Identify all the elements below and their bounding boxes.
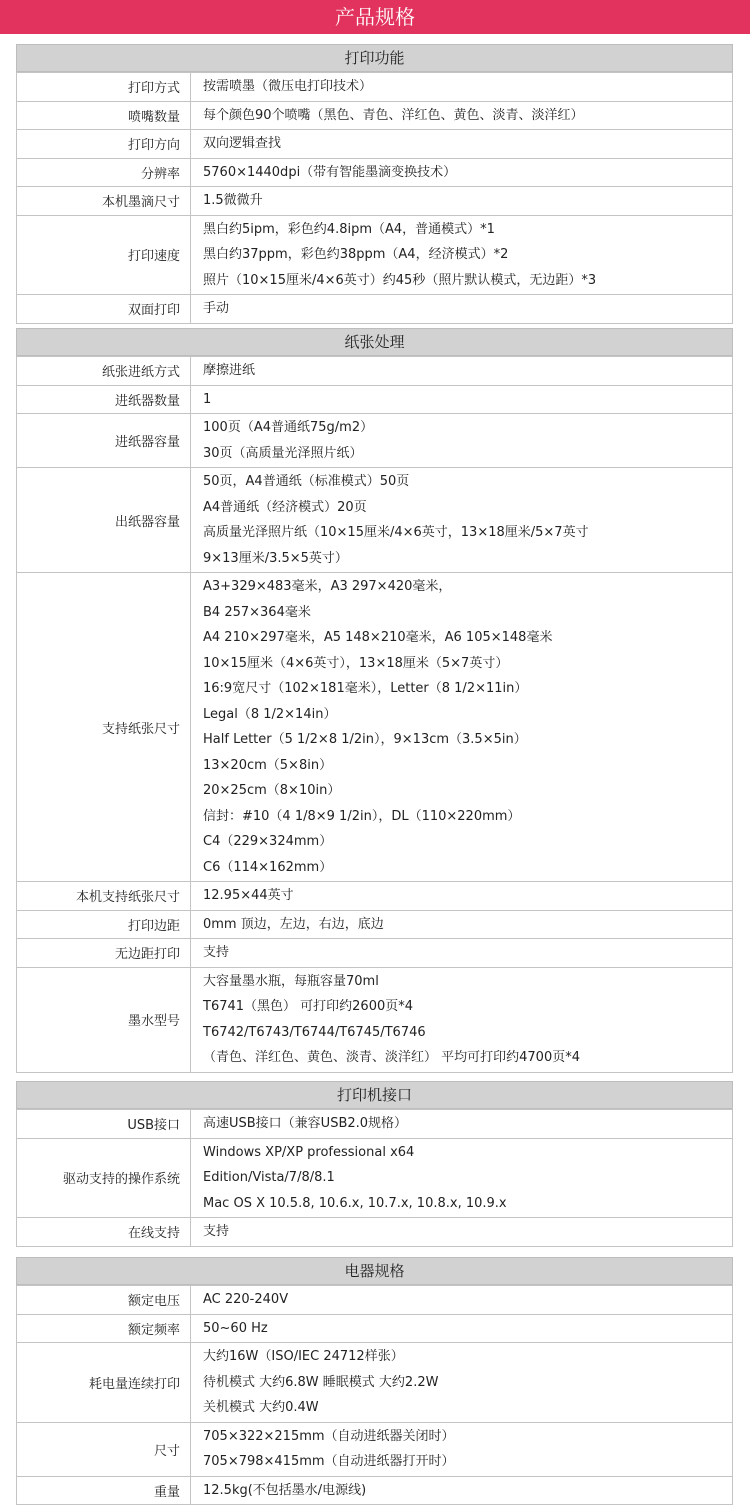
spec-value-line: B4 257×364毫米 [203,604,311,620]
spec-value [191,468,733,573]
spec-value-line: 9×13厘米/3.5×5英寸） [203,550,348,566]
spec-label: 重量 [17,1476,191,1505]
spec-row [17,101,733,130]
spec-value-line: 1.5微微升 [203,193,263,208]
spec-row [17,385,733,414]
spec-value-line: 1 [203,391,212,407]
spec-row [17,573,733,882]
spec-value-line: C6（114×162mm） [203,859,333,875]
spec-value-line: 信封：#10（4 1/8×9 1/2in），DL（110×220mm） [203,808,521,824]
spec-row [17,468,733,573]
spec-value [191,158,733,187]
spec-label: 打印边距 [17,910,191,939]
spec-label: 本机支持纸张尺寸 [17,882,191,911]
spec-row [17,1218,733,1247]
spec-value [191,573,733,882]
spec-value-line: Edition/Vista/7/8/8.1 [203,1170,335,1185]
spec-label: 驱动支持的操作系统 [17,1138,191,1218]
spec-label: 支持纸张尺寸 [17,573,191,882]
spec-label: 尺寸 [17,1422,191,1476]
spec-label: 墨水型号 [17,967,191,1072]
spec-value-line: （青色、洋红色、黄色、淡青、淡洋红） 平均可打印约4700页*4 [203,1050,580,1065]
spec-value-line: C4（229×324mm） [203,834,333,849]
spec-row [17,1343,733,1423]
section-heading: 打印功能 [16,44,733,72]
spec-value [191,1110,733,1139]
spec-label: 在线支持 [17,1218,191,1247]
spec-row [17,215,733,295]
spec-table [16,1109,733,1247]
spec-value [191,295,733,324]
spec-value-line: 12.5kg(不包括墨水/电源线) [203,1482,367,1498]
spec-row [17,1476,733,1505]
spec-value [191,1218,733,1247]
spec-label: 额定频率 [17,1314,191,1343]
spec-value [191,1314,733,1343]
spec-label: 额定电压 [17,1286,191,1315]
spec-row [17,1110,733,1139]
spec-value-line: 5760×1440dpi（带有智能墨滴变换技术） [203,164,457,180]
spec-value-line: 705×798×415mm（自动进纸器打开时） [203,1454,455,1469]
spec-label: 耗电量连续打印 [17,1343,191,1423]
spec-value-line: A4普通纸（经济模式）20页 [203,499,367,515]
section-print-function [16,44,733,324]
spec-value-line: 黑白约37ppm，彩色约38ppm（A4，经济模式）*2 [203,247,509,262]
spec-value-line: 支持 [203,945,230,960]
section-heading: 电器规格 [16,1257,733,1285]
spec-row [17,295,733,324]
spec-label: 打印速度 [17,215,191,295]
spec-value-line: 100页（A4普通纸75g/m2） [203,420,374,435]
spec-value [191,414,733,468]
spec-label: 纸张进纸方式 [17,357,191,386]
spec-value-line: 50~60 Hz [203,1320,268,1336]
spec-value [191,187,733,216]
spec-row [17,414,733,468]
spec-value-line: A3+329×483毫米，A3 297×420毫米， [203,579,452,594]
spec-value-line: 10×15厘米（4×6英寸），13×18厘米（5×7英寸） [203,655,509,671]
spec-value [191,1138,733,1218]
page-title: 产品规格 [0,0,750,34]
spec-row [17,1422,733,1476]
spec-row [17,882,733,911]
spec-row [17,1286,733,1315]
spec-value [191,130,733,159]
spec-value-line: 黑白约5ipm，彩色约4.8ipm（A4，普通模式）*1 [203,221,495,237]
spec-value-line: AC 220-240V [203,1292,289,1307]
spec-value-line: 13×20cm（5×8in） [203,757,333,773]
spec-value-line: 大约16W（ISO/IEC 24712样张） [203,1349,404,1364]
section-heading: 纸张处理 [16,328,733,356]
spec-label: 分辨率 [17,158,191,187]
spec-table [16,1285,733,1505]
spec-value-line: 12.95×44英寸 [203,888,294,903]
spec-row [17,910,733,939]
spec-value-line: 照片（10×15厘米/4×6英寸）约45秒（照片默认模式，无边距）*3 [203,272,597,288]
spec-value-line: A4 210×297毫米，A5 148×210毫米，A6 105×148毫米 [203,630,553,645]
spec-value [191,882,733,911]
spec-label: 无边距打印 [17,939,191,968]
spec-value [191,1476,733,1505]
spec-value-line: T6741（黑色） 可打印约2600页*4 [203,999,414,1014]
spec-value-line: T6742/T6743/T6744/T6745/T6746 [203,1024,426,1040]
section-heading: 打印机接口 [16,1081,733,1109]
spec-value-line: 关机模式 大约0.4W [203,1400,319,1415]
spec-value-line: 待机模式 大约6.8W 睡眠模式 大约2.2W [203,1374,439,1390]
spec-value-line: 双向逻辑查找 [203,136,282,151]
spec-value-line: 50页，A4普通纸（标准模式）50页 [203,474,410,489]
spec-label: 出纸器容量 [17,468,191,573]
spec-value-line: Half Letter（5 1/2×8 1/2in），9×13cm（3.5×5in） [203,732,527,747]
spec-value-line: 16:9宽尺寸（102×181毫米），Letter（8 1/2×11in） [203,681,528,696]
section-paper-handling [16,328,733,1073]
spec-value [191,101,733,130]
spec-value-line: Mac OS X 10.5.8, 10.6.x, 10.7.x, 10.8.x, 10.9.x [203,1195,507,1211]
spec-row [17,130,733,159]
spec-value [191,357,733,386]
spec-label: USB接口 [17,1110,191,1139]
spec-row [17,357,733,386]
spec-value-line: 高速USB接口（兼容USB2.0规格） [203,1116,408,1131]
spec-label: 打印方式 [17,73,191,102]
section-printer-interface [16,1081,733,1247]
spec-row [17,1138,733,1218]
section-electrical-spec [16,1257,733,1505]
spec-label: 本机墨滴尺寸 [17,187,191,216]
spec-value [191,385,733,414]
spec-table [16,356,733,1073]
spec-value [191,1422,733,1476]
spec-value-line: 手动 [203,301,230,316]
spec-value-line: Legal（8 1/2×14in） [203,706,337,722]
spec-value [191,73,733,102]
spec-value [191,1286,733,1315]
spec-value [191,910,733,939]
spec-value [191,215,733,295]
spec-value-line: 20×25cm（8×10in） [203,783,341,798]
spec-value-line: Windows XP/XP professional x64 [203,1144,415,1160]
spec-value-line: 30页（高质量光泽照片纸） [203,445,363,461]
spec-value-line: 大容量墨水瓶，每瓶容量70ml [203,973,379,989]
spec-label: 双面打印 [17,295,191,324]
spec-row [17,158,733,187]
spec-row [17,73,733,102]
spec-value-line: 按需喷墨（微压电打印技术） [203,79,373,94]
spec-value-line: 每个颜色90个喷嘴（黑色、青色、洋红色、黄色、淡青、淡洋红） [203,107,584,123]
spec-row [17,967,733,1072]
spec-label: 打印方向 [17,130,191,159]
spec-label: 进纸器容量 [17,414,191,468]
spec-value [191,967,733,1072]
spec-value-line: 高质量光泽照片纸（10×15厘米/4×6英寸，13×18厘米/5×7英寸 [203,525,589,540]
spec-value [191,1343,733,1423]
spec-value-line: 支持 [203,1224,230,1239]
spec-label: 进纸器数量 [17,385,191,414]
spec-row [17,187,733,216]
spec-value-line: 摩擦进纸 [203,363,256,378]
spec-label: 喷嘴数量 [17,101,191,130]
spec-row [17,1314,733,1343]
spec-value-line: 705×322×215mm（自动进纸器关闭时） [203,1428,455,1444]
spec-table [16,72,733,324]
spec-value-line: 0mm 顶边，左边，右边，底边 [203,916,384,932]
spec-value [191,939,733,968]
spec-row [17,939,733,968]
